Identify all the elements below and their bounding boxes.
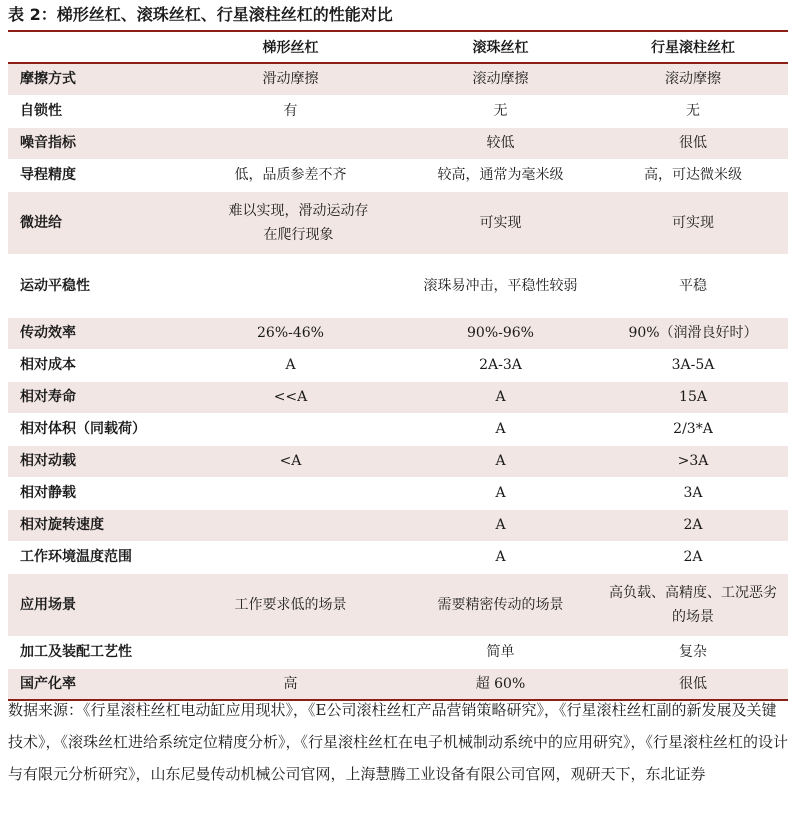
cell-trapezoidal: 高	[178, 668, 403, 700]
cell-trapezoidal	[178, 477, 403, 509]
table-row	[8, 159, 788, 191]
cell-planetary-roller: 高，可达微米级	[598, 159, 788, 191]
cell-ball-screw: A	[403, 381, 598, 413]
row-label: 相对寿命	[8, 381, 178, 413]
cell-ball-screw: A	[403, 413, 598, 445]
cell-ball-screw: A	[403, 477, 598, 509]
row-label: 自锁性	[8, 95, 178, 127]
table-row	[8, 127, 788, 159]
header-trapezoidal: 梯形丝杠	[262, 40, 319, 56]
row-label: 应用场景	[8, 573, 178, 636]
cell-planetary-roller: 90%（润滑良好时）	[598, 317, 788, 349]
cell-planetary-roller: 3A-5A	[598, 349, 788, 381]
header-planetary-roller: 行星滚柱丝杠	[651, 40, 735, 56]
source-note: 数据来源：《行星滚柱丝杠电动缸应用现状》，《E公司滚柱丝杠产品营销策略研究》，《行星滚柱丝杠副的新发展及关键技术》，《滚珠丝杠进给系统定位精度分析》，《行星滚柱丝杠在电子机械制动系统中的应用研究》，《行星滚柱丝杠的设计与有限元分析研究》，山东尼曼传动机械公司官网，上海慧腾工业设备有限公司官网，观研天下，东北证券	[8, 701, 789, 783]
row-label: 相对成本	[8, 349, 178, 381]
table-row	[8, 413, 788, 445]
row-label: 传动效率	[8, 317, 178, 349]
cell-trapezoidal	[178, 541, 403, 573]
table-row	[8, 477, 788, 509]
row-label: 导程精度	[8, 159, 178, 191]
cell-planetary-roller: >3A	[598, 445, 788, 477]
cell-planetary-roller: 2A	[598, 509, 788, 541]
table-row	[8, 63, 788, 95]
cell-planetary-roller: 可实现	[598, 191, 788, 254]
cell-trapezoidal	[178, 509, 403, 541]
cell-trapezoidal: <<A	[178, 381, 403, 413]
cell-ball-screw: 超 60%	[403, 668, 598, 700]
row-label: 加工及装配工艺性	[8, 636, 178, 668]
cell-ball-screw: 滚动摩擦	[403, 63, 598, 95]
cell-ball-screw: 需要精密传动的场景	[403, 573, 598, 636]
cell-planetary-roller: 很低	[598, 668, 788, 700]
cell-ball-screw: 滚珠易冲击，平稳性较弱	[403, 254, 598, 317]
cell-trapezoidal: 低，品质参差不齐	[178, 159, 403, 191]
cell-planetary-roller: 3A	[598, 477, 788, 509]
row-label: 相对静载	[8, 477, 178, 509]
table-row	[8, 636, 788, 668]
cell-ball-screw: 2A-3A	[403, 349, 598, 381]
table-row	[8, 317, 788, 349]
row-label: 相对体积（同载荷）	[8, 413, 178, 445]
cell-planetary-roller: 滚动摩擦	[598, 63, 788, 95]
cell-ball-screw: 无	[403, 95, 598, 127]
table-row	[8, 191, 788, 254]
cell-planetary-roller: 2/3*A	[598, 413, 788, 445]
table-row	[8, 509, 788, 541]
row-label: 相对动载	[8, 445, 178, 477]
cell-trapezoidal	[178, 636, 403, 668]
cell-ball-screw: 可实现	[403, 191, 598, 254]
cell-ball-screw: A	[403, 541, 598, 573]
cell-planetary-roller: 高负载、高精度、工况恶劣的场景	[598, 573, 788, 636]
table-row	[8, 573, 788, 636]
row-label: 运动平稳性	[8, 254, 178, 317]
row-label: 摩擦方式	[8, 63, 178, 95]
cell-planetary-roller: 平稳	[598, 254, 788, 317]
cell-trapezoidal: A	[178, 349, 403, 381]
cell-planetary-roller: 15A	[598, 381, 788, 413]
table-row	[8, 445, 788, 477]
cell-trapezoidal: 有	[178, 95, 403, 127]
header-row	[8, 31, 788, 63]
cell-trapezoidal	[178, 413, 403, 445]
header-corner	[8, 31, 178, 63]
cell-planetary-roller: 无	[598, 95, 788, 127]
cell-ball-screw: 较高，通常为毫米级	[403, 159, 598, 191]
cell-planetary-roller: 很低	[598, 127, 788, 159]
table-row	[8, 95, 788, 127]
cell-planetary-roller: 2A	[598, 541, 788, 573]
table-row	[8, 349, 788, 381]
row-label: 相对旋转速度	[8, 509, 178, 541]
cell-ball-screw: 90%-96%	[403, 317, 598, 349]
row-label: 噪音指标	[8, 127, 178, 159]
cell-trapezoidal: 难以实现，滑动运动存在爬行现象	[178, 191, 403, 254]
comparison-table	[8, 30, 788, 701]
cell-ball-screw: 较低	[403, 127, 598, 159]
cell-ball-screw: 简单	[403, 636, 598, 668]
table-title: 表 2：梯形丝杠、滚珠丝杠、行星滚柱丝杠的性能对比	[8, 5, 393, 24]
cell-ball-screw: A	[403, 509, 598, 541]
cell-trapezoidal	[178, 127, 403, 159]
cell-trapezoidal: 工作要求低的场景	[178, 573, 403, 636]
row-label: 微进给	[8, 191, 178, 254]
cell-ball-screw: A	[403, 445, 598, 477]
table-row	[8, 541, 788, 573]
cell-trapezoidal: 滑动摩擦	[178, 63, 403, 95]
cell-trapezoidal: <A	[178, 445, 403, 477]
header-ball-screw: 滚珠丝杠	[472, 40, 529, 56]
table-row	[8, 254, 788, 317]
row-label: 国产化率	[8, 668, 178, 700]
table-row	[8, 381, 788, 413]
cell-trapezoidal: 26%-46%	[178, 317, 403, 349]
row-label: 工作环境温度范围	[8, 541, 178, 573]
cell-planetary-roller: 复杂	[598, 636, 788, 668]
cell-trapezoidal	[178, 254, 403, 317]
